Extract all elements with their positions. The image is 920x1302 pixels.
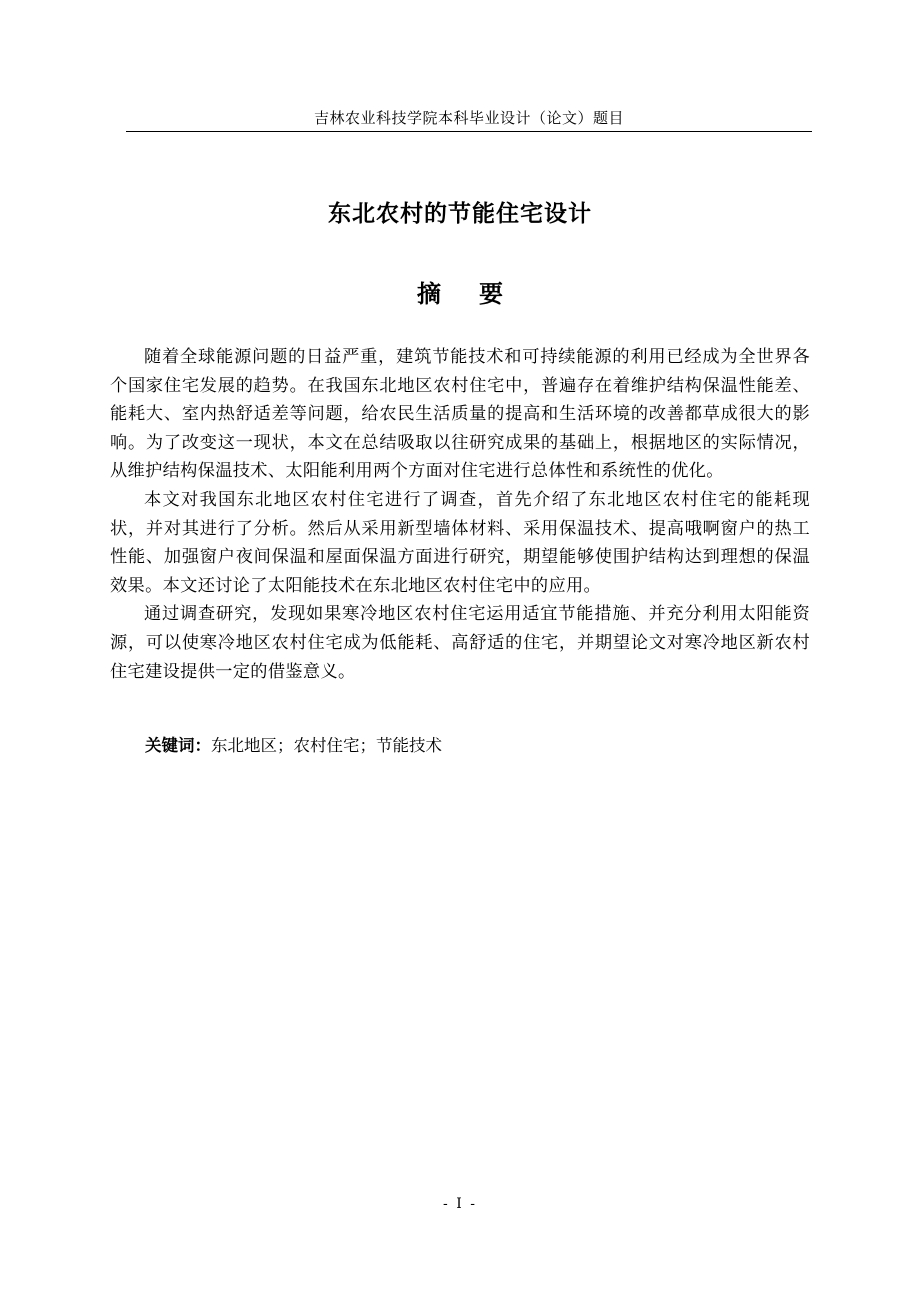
abstract-paragraph: 通过调查研究，发现如果寒冷地区农村住宅运用适宜节能措施、并充分利用太阳能资源，可以使寒冷地区农村住宅成为低能耗、高舒适的住宅，并期望论文对寒冷地区新农村住宅建设提供一定的借鉴意义。 bbox=[110, 604, 810, 682]
keywords-line bbox=[145, 733, 442, 759]
page-number: - I - bbox=[443, 1196, 477, 1212]
keywords-label: 关键词： bbox=[145, 736, 211, 755]
document-title: 东北农村的节能住宅设计 bbox=[328, 201, 592, 227]
abstract-paragraph: 随着全球能源问题的日益严重，建筑节能技术和可持续能源的利用已经成为全世界各个国家住宅发展的趋势。在我国东北地区农村住宅中，普遍存在着维护结构保温性能差、能耗大、室内热舒适差等问题，给农民生活质量的提高和生活环境的改善都草成很大的影响。为了改变这一现状，本文在总结吸取以往研究成果的基础上，根据地区的实际情况，从维护结构保温技术、太阳能利用两个方面对住宅进行总体性和系统性的优化。 bbox=[110, 347, 810, 482]
running-header: 吉林农业科技学院本科毕业设计（论文）题目 bbox=[313, 109, 624, 127]
abstract-paragraph: 本文对我国东北地区农村住宅进行了调查，首先介绍了东北地区农村住宅的能耗现状，并对其进行了分析。然后从采用新型墙体材料、采用保温技术、提高哦啊窗户的热工性能、加强窗户夜间保温和屋面保温方面进行研究，期望能够使围护结构达到理想的保温效果。本文还讨论了太阳能技术在东北地区农村住宅中的应用。 bbox=[110, 489, 810, 596]
keywords-text: 东北地区；农村住宅；节能技术 bbox=[211, 736, 442, 755]
abstract-body bbox=[110, 343, 810, 686]
header-rule bbox=[126, 131, 812, 132]
abstract-heading: 摘要 bbox=[417, 280, 541, 308]
